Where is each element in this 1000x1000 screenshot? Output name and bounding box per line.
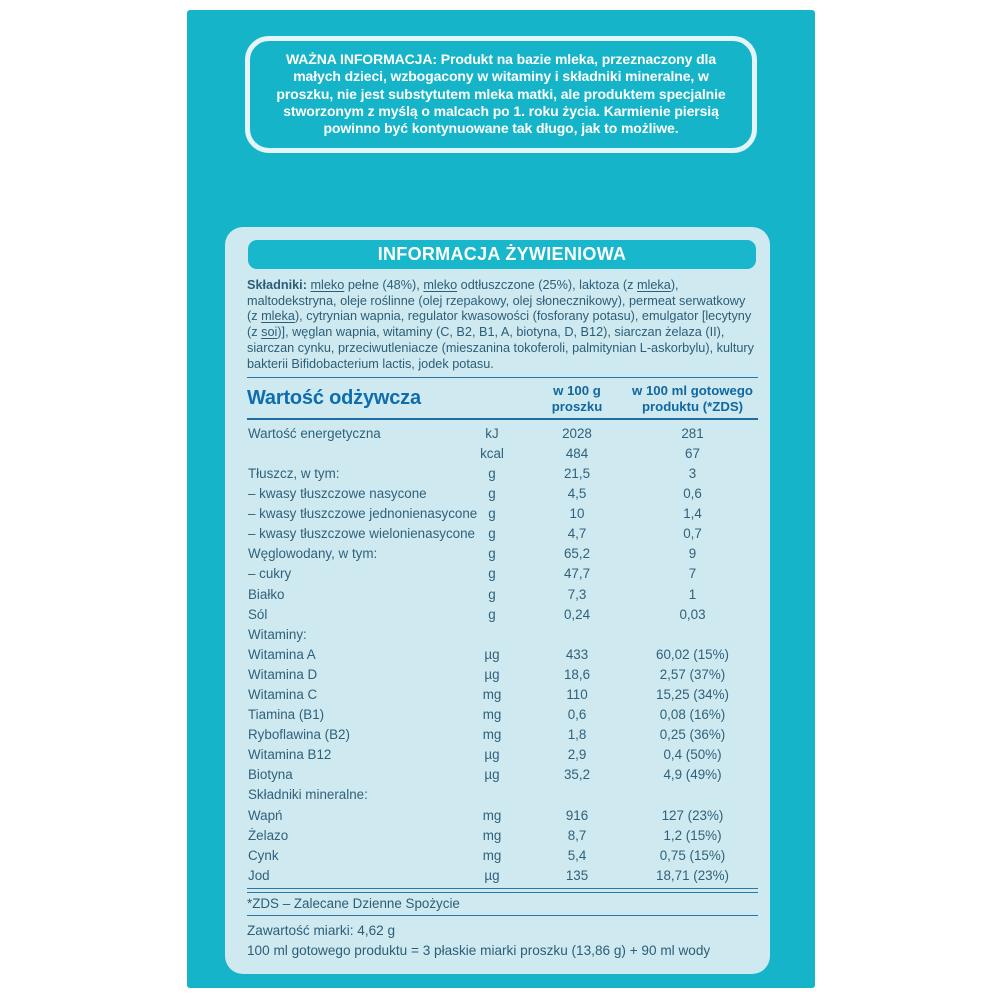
row-value-per-100ml: 2,57 (37%) xyxy=(659,666,726,682)
row-label: Węglowodany, w tym: xyxy=(248,546,378,562)
table-row xyxy=(247,544,758,564)
row-value-per-100g: 484 xyxy=(565,445,589,461)
row-label: Tiamina (B1) xyxy=(248,707,325,723)
row-value-per-100g: 5,4 xyxy=(567,847,587,863)
row-unit: mg xyxy=(482,707,502,723)
row-value-per-100ml: 281 xyxy=(681,425,704,441)
row-value-per-100g: 0,6 xyxy=(567,707,587,723)
row-unit: mg xyxy=(482,807,502,823)
zds-footnote: *ZDS – Zalecane Dzienne Spożycie xyxy=(247,896,460,912)
row-value-per-100g: 2,9 xyxy=(567,747,587,763)
row-value-per-100g: 4,7 xyxy=(567,526,587,542)
row-value-per-100g: 4,5 xyxy=(567,486,587,502)
row-label: Żelazo xyxy=(248,827,289,843)
row-value-per-100ml: 127 (23%) xyxy=(661,807,724,823)
row-value-per-100g: 110 xyxy=(566,686,588,702)
row-value-per-100ml: 15,25 (34%) xyxy=(656,686,729,702)
row-label: Ryboflawina (B2) xyxy=(248,727,350,743)
scoop-content-text: Zawartość miarki: 4,62 g xyxy=(247,923,396,939)
table-row xyxy=(247,524,758,544)
table-row xyxy=(247,604,758,624)
row-value-per-100ml: 18,71 (23%) xyxy=(656,867,729,883)
row-value-per-100ml: 0,7 xyxy=(683,526,702,542)
divider-under-table-header xyxy=(247,418,758,420)
row-unit: g xyxy=(488,465,496,481)
row-label: – cukry xyxy=(248,566,292,582)
row-value-per-100ml: 3 xyxy=(688,465,697,481)
row-value-per-100ml: 0,4 (50%) xyxy=(663,747,722,763)
row-value-per-100g: 1,8 xyxy=(567,727,587,743)
table-row xyxy=(247,564,758,584)
row-value-per-100ml: 0,6 xyxy=(683,486,702,502)
row-unit: mg xyxy=(482,827,502,843)
row-value-per-100g: 2028 xyxy=(562,425,592,441)
table-row xyxy=(247,785,758,805)
column-header-nutrition-value: Wartość odżywcza xyxy=(247,387,421,410)
row-label: Cynk xyxy=(248,847,279,863)
row-value-per-100g: 0,24 xyxy=(563,606,591,622)
row-label: Wapń xyxy=(248,807,283,823)
table-row xyxy=(247,463,758,483)
table-row xyxy=(247,825,758,845)
row-unit: µg xyxy=(484,666,500,682)
row-value-per-100ml: 0,25 (36%) xyxy=(659,727,726,743)
row-unit: g xyxy=(488,566,496,582)
row-value-per-100g: 47,7 xyxy=(563,566,591,582)
nutrition-table-body xyxy=(247,423,758,885)
row-value-per-100g: 916 xyxy=(565,807,589,823)
table-row xyxy=(247,745,758,765)
row-unit: mg xyxy=(482,727,502,743)
preparation-instruction-text: 100 ml gotowego produktu = 3 płaskie miarki proszku (13,86 g) + 90 ml wody xyxy=(247,942,711,958)
table-row xyxy=(247,765,758,785)
row-unit: kJ xyxy=(485,425,499,441)
row-label: Witaminy: xyxy=(248,626,307,642)
divider-under-zds-note xyxy=(247,915,758,916)
row-label: Jod xyxy=(248,867,270,883)
row-unit: µg xyxy=(484,767,500,783)
row-value-per-100ml: 0,03 xyxy=(679,606,706,622)
row-value-per-100ml: 9 xyxy=(688,546,697,562)
table-row xyxy=(247,684,758,704)
table-row xyxy=(247,664,758,684)
row-value-per-100g: 433 xyxy=(565,646,589,662)
row-label: Witamina D xyxy=(248,666,318,682)
table-row xyxy=(247,705,758,725)
row-value-per-100ml: 60,02 (15%) xyxy=(656,646,729,662)
nutrition-info-title: INFORMACJA ŻYWIENIOWA xyxy=(377,244,627,264)
table-row xyxy=(247,504,758,524)
nutrition-table-header xyxy=(247,378,758,418)
table-row xyxy=(247,865,758,885)
row-value-per-100g: 10 xyxy=(569,506,585,522)
row-unit: g xyxy=(488,586,496,602)
row-unit: mg xyxy=(482,686,502,702)
row-unit: g xyxy=(488,606,496,622)
row-label: Biotyna xyxy=(248,767,293,783)
row-value-per-100ml: 1,4 xyxy=(683,506,702,522)
table-row xyxy=(247,584,758,604)
nutrition-info-title-banner xyxy=(248,240,756,269)
row-label: – kwasy tłuszczowe wielonienasycone xyxy=(248,526,476,542)
row-value-per-100g: 65,2 xyxy=(563,546,591,562)
column-header-per-100g: w 100 g proszku xyxy=(551,383,603,414)
row-unit: µg xyxy=(484,747,500,763)
row-label: – kwasy tłuszczowe nasycone xyxy=(248,486,427,502)
row-unit: g xyxy=(488,506,496,522)
row-unit: g xyxy=(488,486,496,502)
row-value-per-100ml: 7 xyxy=(688,566,697,582)
row-label: Witamina A xyxy=(248,646,316,662)
row-value-per-100g: 21,5 xyxy=(563,465,591,481)
row-value-per-100g: 35,2 xyxy=(563,767,591,783)
row-label: – kwasy tłuszczowe jednonienasycone xyxy=(248,506,478,522)
row-unit: kcal xyxy=(480,445,504,461)
row-label: Sól xyxy=(248,606,268,622)
table-row xyxy=(247,624,758,644)
table-row xyxy=(247,805,758,825)
row-label: Tłuszcz, w tym: xyxy=(248,465,340,481)
row-value-per-100ml: 1 xyxy=(688,586,697,602)
row-value-per-100g: 18,6 xyxy=(563,666,591,682)
important-information-text: WAŻNA INFORMACJA: Produkt na bazie mleka, przeznaczony dla małych dzieci, wzbogacony w witaminy i składniki mineralne, w proszku, nie jest substytutem mleka matki, ale produktem specjalnie stworzonym z myślą o malcach po 1. roku życia. Karmienie piersią powinno być kontynuowane tak długo, jak to możliwe. xyxy=(276,51,726,137)
row-value-per-100ml: 4,9 (49%) xyxy=(663,767,722,783)
table-row xyxy=(247,644,758,664)
row-label: Białko xyxy=(248,586,285,602)
row-value-per-100g: 8,7 xyxy=(567,827,587,843)
row-value-per-100g: 135 xyxy=(565,867,589,883)
table-row xyxy=(247,484,758,504)
product-package-panel xyxy=(187,10,815,988)
row-unit: g xyxy=(488,546,496,562)
table-row xyxy=(247,423,758,443)
table-row xyxy=(247,725,758,745)
preparation-info-block xyxy=(247,921,758,960)
row-unit: µg xyxy=(484,646,500,662)
column-header-per-100ml: w 100 ml gotowego produktu (*ZDS) xyxy=(632,383,753,414)
row-unit: mg xyxy=(482,847,502,863)
row-unit: g xyxy=(488,526,496,542)
row-label: Wartość energetyczna xyxy=(248,425,381,441)
row-unit: µg xyxy=(484,867,500,883)
row-value-per-100ml: 0,08 (16%) xyxy=(659,707,726,723)
table-row xyxy=(247,443,758,463)
row-label: Składniki mineralne: xyxy=(248,787,368,803)
table-row xyxy=(247,845,758,865)
row-value-per-100ml: 67 xyxy=(685,445,700,461)
ingredients-paragraph: Składniki: mleko pełne (48%), mleko odtłuszczone (25%), laktoza (z mleka), maltodekstryna, oleje roślinne (olej rzepakowy, olej słonecznikowy), permeat serwatkowy (z mleka), cytrynian wapnia, regulator kwasowości (fosforany potasu), emulgator [lecytyny (z soi)], węglan wapnia, witaminy (C, B2, B1, A, biotyna, D, B12), siarczan żelaza (II), siarczan cynku, przeciwutleniacze (mieszanina tokoferoli, palmitynian L-askorbylu), kultury bakterii Bifidobacterium lactis, jodek potasu. xyxy=(247,278,755,371)
row-value-per-100ml: 1,2 (15%) xyxy=(663,827,722,843)
row-value-per-100g: 7,3 xyxy=(567,586,587,602)
row-label: Witamina B12 xyxy=(248,747,332,763)
row-label: Witamina C xyxy=(248,686,318,702)
row-value-per-100ml: 0,75 (15%) xyxy=(659,847,726,863)
nutrition-info-panel xyxy=(225,227,770,974)
important-information-box xyxy=(245,36,757,153)
